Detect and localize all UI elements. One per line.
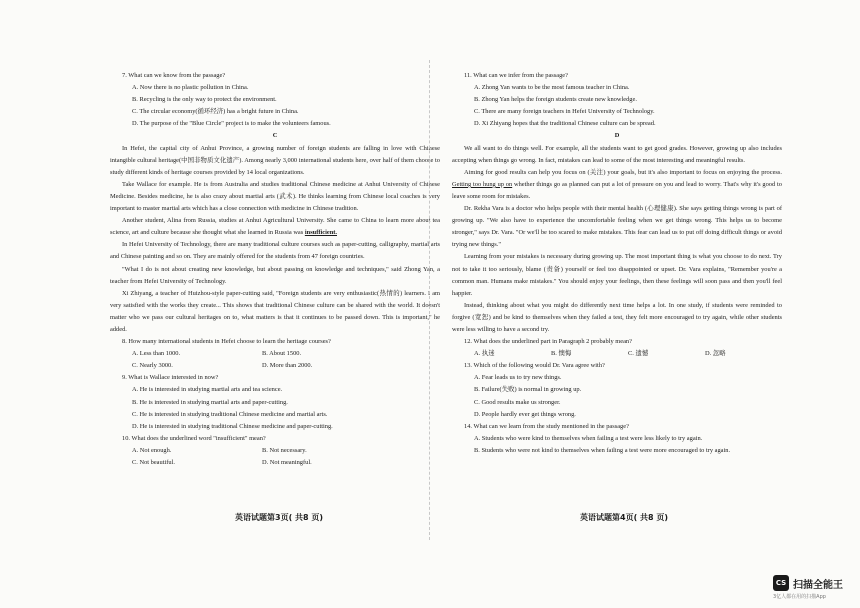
- q8-options-row-2: [110, 360, 440, 372]
- q8-option-b: B. About 1500.: [262, 350, 302, 358]
- question-7-stem: 7. What can we know from the passage?: [122, 72, 226, 79]
- q9-option-a: A. He is interested in studying martial arts and tea science.: [132, 386, 283, 394]
- paragraph-3-text: Another student, Alina from Russia, studies at Anhui Agricultural University. She came to China to learn more about tea science, art and culture because she thought what she learned in Russia was: [110, 217, 440, 237]
- question-13-stem: 13. Which of the following would Dr. Vara agree with?: [464, 362, 605, 370]
- underlined-phrase: Getting too hung up on: [452, 180, 513, 188]
- page-4-column: [452, 70, 782, 457]
- passage-d-paragraph-3: Dr. Rekha Vara is a doctor who helps people with their mental health (心理健康). She says getting things wrong is part of growing up. "We also have to experience the uncomfortable feeling when we get things wrong. This helps us to become stronger," says Dr. Vara. "Or we'll be too scared to make mistakes. This fear can lead us to put off doing difficult things or avoid trying new things.": [452, 205, 782, 249]
- section-d-heading: D: [614, 132, 620, 140]
- watermark-subtitle: 3亿人都在用的扫描App: [773, 594, 826, 600]
- passage-c-paragraph-3: [110, 215, 440, 239]
- page-3-footer: 英语试题第3页( 共8 页): [235, 513, 324, 522]
- q11-option-b: B. Zhong Yan helps the foreign students create new knowledge.: [474, 96, 637, 104]
- q7-option-d: D. The purpose of the "Blue Circle" project is to make the volunteers famous.: [132, 120, 331, 128]
- q10-options-row-1: [110, 445, 440, 457]
- q11-option-c: C. There are many foreign teachers in Hefei University of Technology.: [474, 108, 655, 116]
- cs-logo-icon: CS: [773, 575, 789, 591]
- q7-option-a: A. Now there is no plastic pollution in China.: [132, 84, 249, 92]
- passage-c-paragraph-4: In Hefei University of Technology, there are many traditional culture courses such as paper-cutting, calligraphy, martial arts and Chinese painting and so on. They are mainly offered for the students from 47 foreign countries.: [110, 241, 440, 261]
- question-8-stem: 8. How many international students in Hefei choose to learn the heritage courses?: [122, 338, 331, 346]
- question-14-stem: 14. What can we learn from the study mentioned in the passage?: [464, 422, 629, 430]
- q10-option-c: C. Not beautiful.: [132, 459, 175, 466]
- q8-options-row-1: [110, 348, 440, 360]
- q13-option-d: D. People hardly ever get things wrong.: [474, 410, 576, 418]
- q14-option-b: B. Students who were not kind to themselves when failing a test were more encouraged to try again.: [474, 446, 731, 454]
- q13-option-c: C. Good results make us stronger.: [474, 398, 561, 406]
- q8-option-c: C. Nearly 3000.: [132, 362, 173, 370]
- q11-option-d: D. Xi Zhiyang hopes that the traditional Chinese culture can be spread.: [474, 120, 656, 128]
- q7-option-b: B. Recycling is the only way to protect the environment.: [132, 96, 277, 104]
- question-11-stem: 11. What can we infer from the passage?: [464, 72, 568, 79]
- question-9-stem: 9. What is Wallace interested in now?: [122, 374, 219, 382]
- scanner-watermark: [773, 575, 843, 600]
- passage-d-paragraph-5: Instead, thinking about what you might do differently next time helps a lot. In one study, if students were reminded to forgive (宽恕) and be kind to themselves when they failed a test, they felt more encouraged to try again, while other students were less willing to have a second try.: [452, 301, 782, 333]
- q8-option-d: D. More than 2000.: [262, 362, 313, 370]
- paragraph-2-text-end: whether things go as planned can put a lot of pressure on you and lead to worry. That's why it's good to leave some room for mistakes.: [452, 180, 782, 200]
- q10-option-a: A. Not enough.: [132, 446, 172, 454]
- paragraph-2-text-start: Aiming for good results can help you focus on (关注) your goals, but it's also important to focus on enjoying the process.: [464, 168, 782, 176]
- passage-d-paragraph-4: Learning from your mistakes is necessary during growing up. The most important thing is what you choose to do next. Try not to take it too seriously, blame (责备) yourself or feel too disappointed or upset. Dr. Vara explains, "Remember you're a common man. Humans make mistakes." You should enjoy your feelings, then these feelings will soon pass and then you'll feel happier.: [452, 253, 782, 297]
- q9-option-c: C. He is interested in studying traditional Chinese medicine and martial arts.: [132, 410, 328, 418]
- q10-option-d: D. Not meaningful.: [262, 459, 312, 466]
- q9-option-d: D. He is interested in studying traditional Chinese medicine and paper-cutting.: [132, 422, 333, 430]
- q8-option-a: A. Less than 1000.: [132, 350, 181, 358]
- q11-option-a: A. Zhong Yan wants to be the most famous teacher in China.: [474, 84, 630, 92]
- q7-option-c: C. The circular economy(循环经济) has a bright future in China.: [132, 108, 299, 116]
- q10-options-row-2: [110, 457, 440, 469]
- q14-option-a: A. Students who were kind to themselves when failing a test were less likely to try again.: [474, 434, 703, 442]
- q10-option-b: B. Not necessary.: [262, 446, 307, 454]
- page-3-column: [110, 70, 440, 469]
- page-4-footer: 英语试题第4页( 共8 页): [580, 513, 669, 522]
- q12-option-d: D. 忽略: [705, 350, 726, 358]
- q12-option-c: C. 遗憾: [628, 350, 649, 358]
- passage-d-paragraph-1: We all want to do things well. For example, all the students want to get good grades. However, growing up also includes accepting when things go wrong. In fact, mistakes can lead to some of the most interesting and meaningful results.: [452, 144, 782, 164]
- question-10-stem: 10. What does the underlined word "insufficient" mean?: [122, 434, 266, 442]
- page-divider: [429, 60, 431, 540]
- q9-option-b: B. He is interested in studying martial arts and paper-cutting.: [132, 398, 288, 406]
- passage-c-paragraph-5: "What I do is not about creating new knowledge, but about passing on knowledge and techniques," said Zhong Yan, a teacher from Hefei University of Technology.: [110, 265, 440, 285]
- passage-d-paragraph-2: [452, 167, 782, 203]
- q13-option-b: B. Failure(失败) is normal in growing up.: [474, 386, 582, 394]
- passage-c-paragraph-1: In Hefei, the capital city of Anhui Province, a growing number of foreign students are falling in love with Chinese intangible cultural heritage(中国非物质文化遗产). Among nearly 3,000 international students here, over half of them choose to study different kinds of heritage courses provided by 14 local organizations.: [110, 144, 440, 176]
- passage-c-paragraph-2: Take Wallace for example. He is from Australia and studies traditional Chinese medicine at Anhui University of Chinese Medicine. Besides medicine, he is also crazy about martial arts (武术). He thinks learning from Chinese local coaches is very important to master martial arts which has a close connection with medicine in Chinese tradition.: [110, 180, 440, 213]
- q12-option-a: A. 执迷: [474, 350, 495, 358]
- underlined-word-insufficient: insufficient.: [304, 229, 337, 237]
- watermark-title: 扫描全能王: [793, 579, 843, 591]
- q12-option-b: B. 懊悔: [551, 350, 572, 358]
- passage-c-paragraph-6: Xi Zhiyang, a teacher of Huizhou-style paper-cutting said, "Foreign students are very enthusiastic(热情的) learners. I am very satisfied with the works they create... This shows that traditional Chinese culture can be shared with the world. It doesn't matter who we pass our cultural heritages on to, what matters is that it continues to be passed down. This is important," he added.: [110, 289, 440, 333]
- q13-option-a: A. Fear leads us to try new things.: [474, 374, 562, 382]
- section-c-heading: C: [272, 132, 278, 140]
- q12-options-row: [452, 348, 782, 360]
- question-12-stem: 12. What does the underlined part in Paragraph 2 probably mean?: [464, 338, 632, 346]
